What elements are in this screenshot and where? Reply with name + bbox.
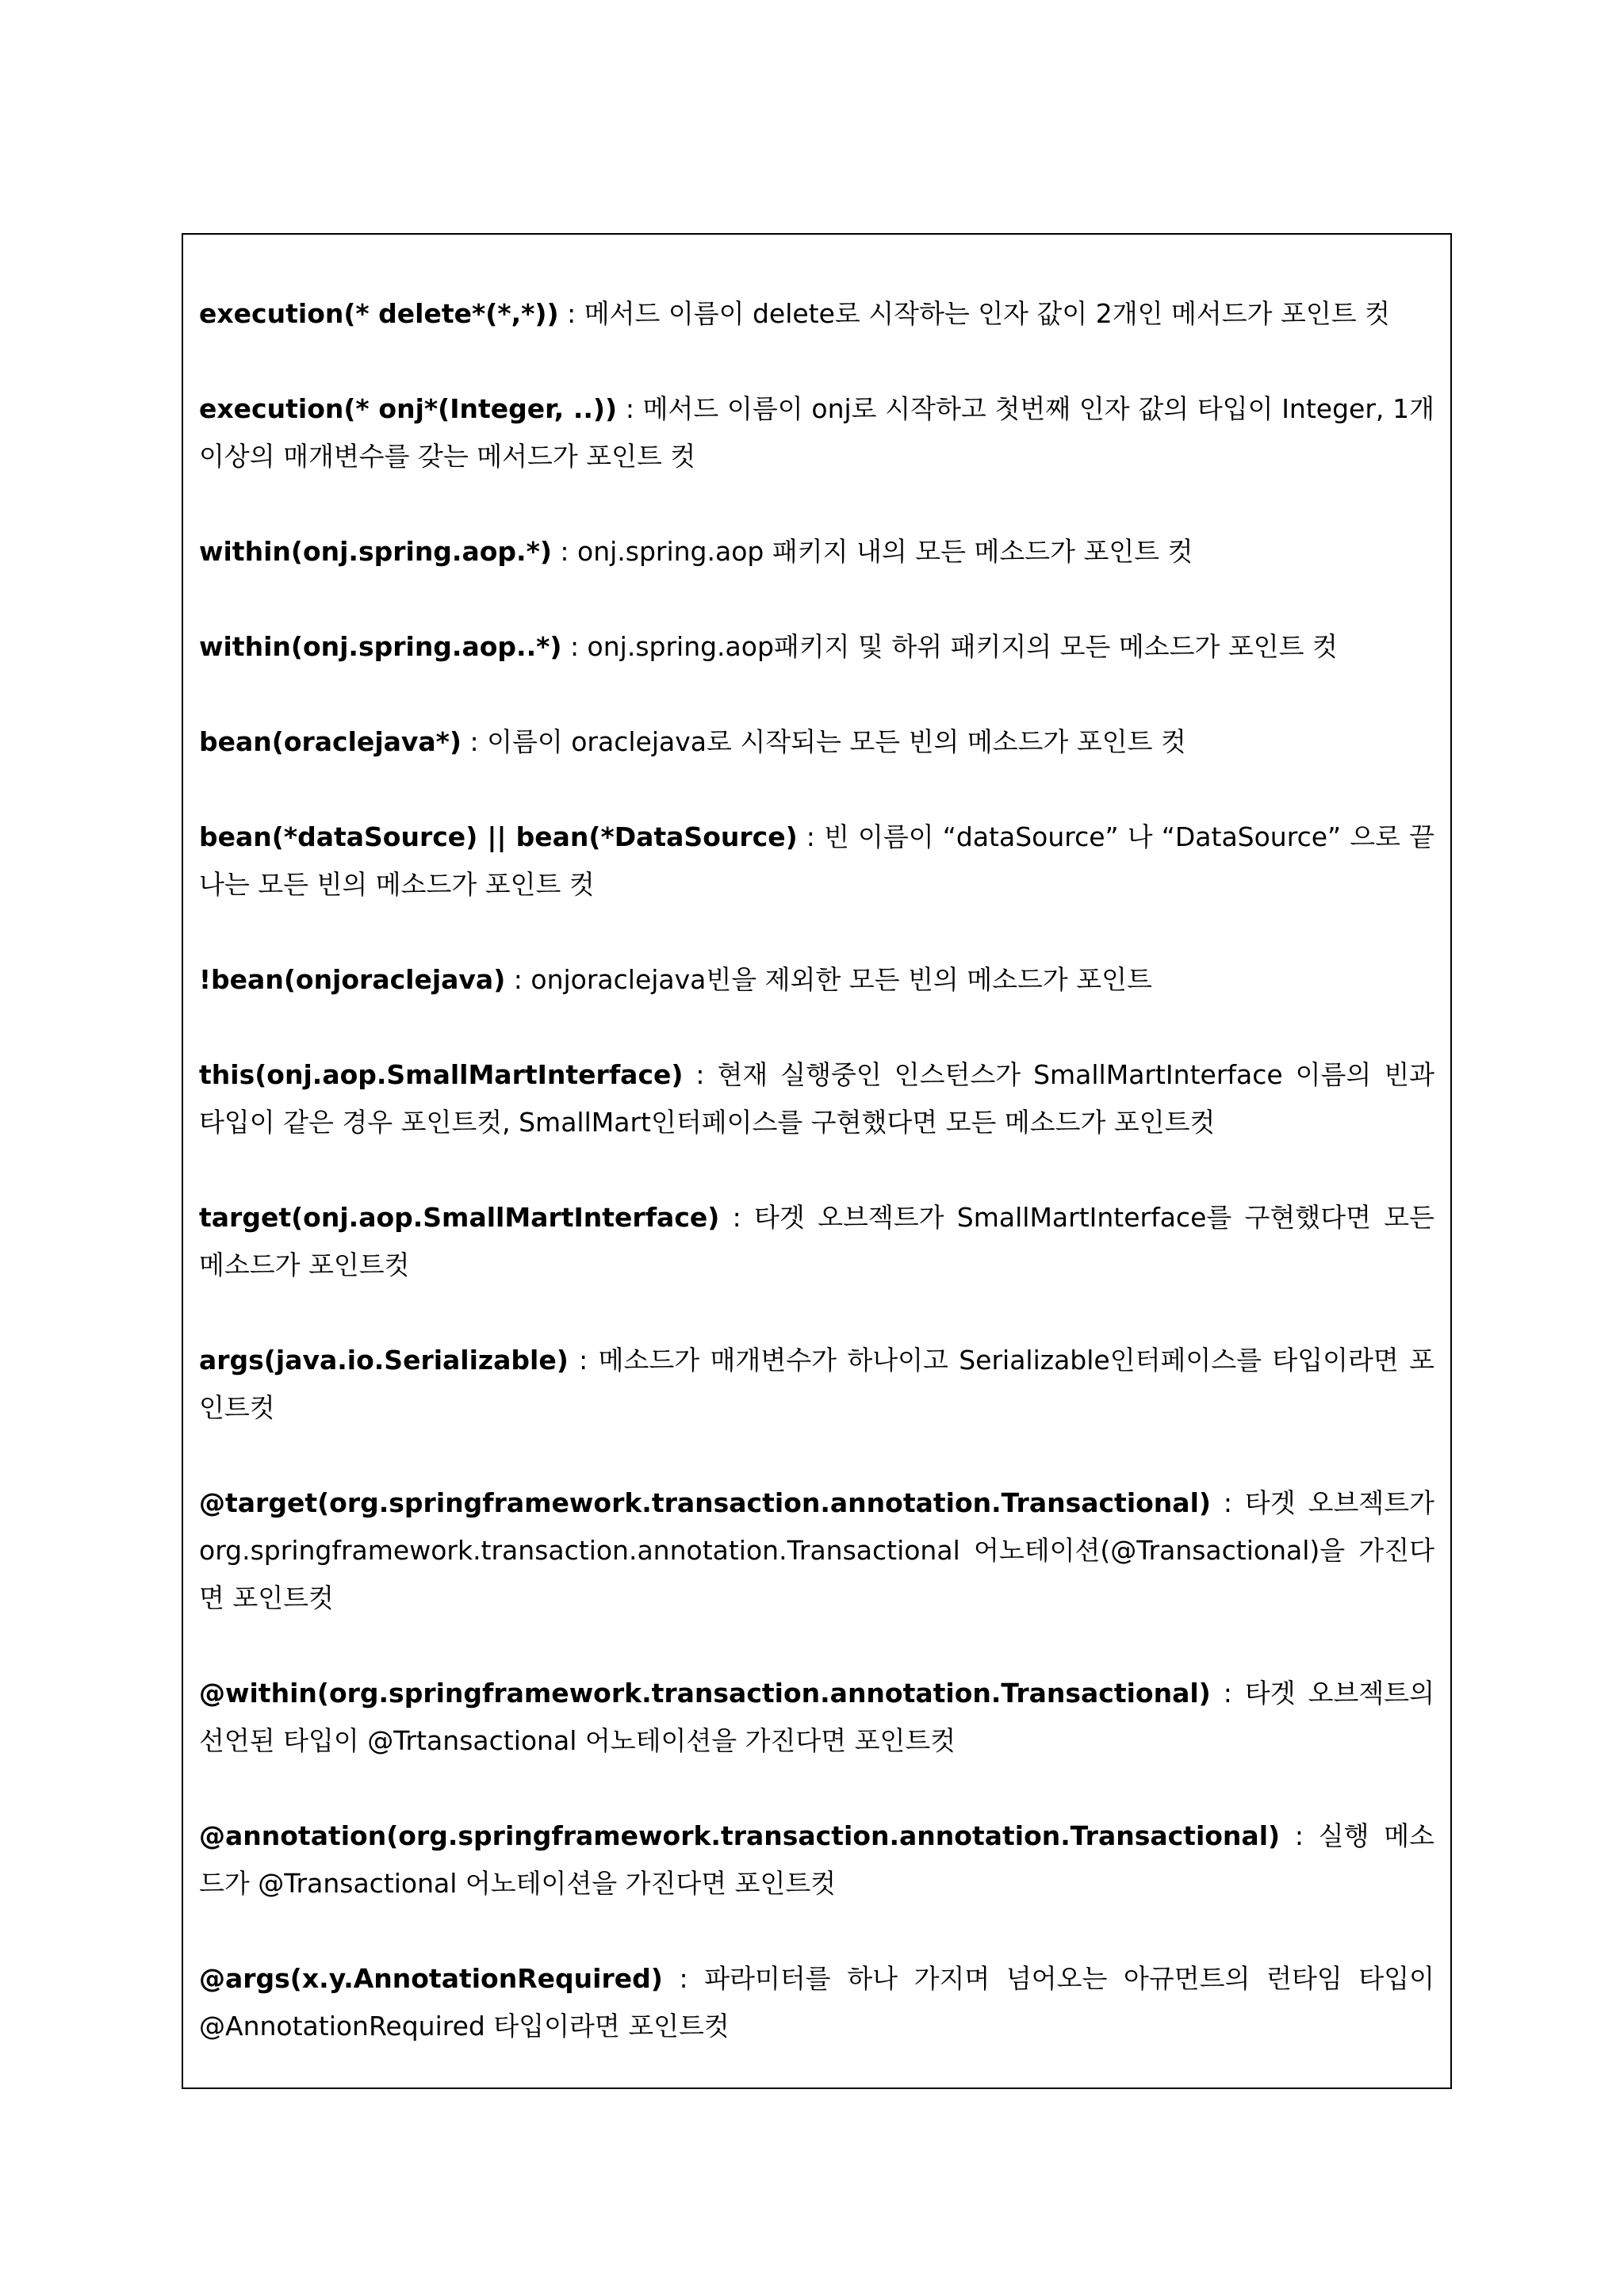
entry-not-bean — [199, 956, 1434, 1004]
entry-at-annotation — [199, 1812, 1434, 1908]
entry-term: within(onj.spring.aop..*) — [199, 631, 562, 662]
entry-within-aop — [199, 528, 1434, 576]
entry-desc: : 메서드 이름이 onj로 시작하고 첫번째 인자 값의 타입이 Integer, 1개 이상의 매개변수를 갖는 메서드가 포인트 컷 — [199, 393, 1434, 472]
entry-at-target — [199, 1479, 1434, 1622]
entry-term: within(onj.spring.aop.*) — [199, 536, 552, 567]
entry-args — [199, 1337, 1434, 1432]
entry-term: @target(org.springframework.transaction.annotation.Transactional) — [199, 1487, 1211, 1518]
entry-target — [199, 1194, 1434, 1289]
entry-desc: : 파라미터를 하나 가지며 넘어오는 아규먼트의 런타임 타입이 @AnnotationRequired 타입이라면 포인트컷 — [199, 1963, 1434, 2042]
entry-desc: : onjoraclejava빈을 제외한 모든 빈의 메소드가 포인트 — [505, 964, 1152, 995]
entry-term: bean(*dataSource) || bean(*DataSource) — [199, 821, 798, 852]
entry-within-aop-subpackages — [199, 623, 1434, 671]
entry-at-within — [199, 1670, 1434, 1765]
entry-term: this(onj.aop.SmallMartInterface) — [199, 1059, 684, 1090]
entry-term: execution(* delete*(*,*)) — [199, 298, 559, 329]
entry-bean-datasource — [199, 813, 1434, 909]
entry-desc: : 타겟 오브젝트가 org.springframework.transaction.annotation.Transactional 어노테이션(@Transactional)을 가진다면 포인트컷 — [199, 1487, 1434, 1613]
entry-term: @within(org.springframework.transaction.annotation.Transactional) — [199, 1678, 1211, 1709]
entry-execution-delete — [199, 290, 1434, 338]
entry-bean-oraclejava — [199, 718, 1434, 766]
entry-desc: : onj.spring.aop패키지 및 하위 패키지의 모든 메소드가 포인트 컷 — [561, 631, 1338, 662]
entry-desc: : 메서드 이름이 delete로 시작하는 인자 값이 2개인 메서드가 포인트 컷 — [558, 298, 1391, 329]
entry-term: @args(x.y.AnnotationRequired) — [199, 1963, 663, 1994]
entry-term: target(onj.aop.SmallMartInterface) — [199, 1202, 720, 1233]
entry-desc: : 이름이 oraclejava로 시작되는 모든 빈의 메소드가 포인트 컷 — [462, 726, 1186, 757]
entry-desc: : 메소드가 매개변수가 하나이고 Serializable인터페이스를 타입이라면 포인트컷 — [199, 1345, 1434, 1423]
entry-this — [199, 1051, 1434, 1146]
entry-desc: : 타겟 오브젝트의 선언된 타입이 @Trtansactional 어노테이션을 가진다면 포인트컷 — [199, 1678, 1434, 1756]
entry-term: bean(oraclejava*) — [199, 726, 462, 757]
entry-term: args(java.io.Serializable) — [199, 1345, 569, 1376]
entry-term: @annotation(org.springframework.transaction.annotation.Transactional) — [199, 1820, 1281, 1851]
entry-desc: : 현재 실행중인 인스턴스가 SmallMartInterface 이름의 빈과 타입이 같은 경우 포인트컷, SmallMart인터페이스를 구현했다면 모든 메소드가 포인트컷 — [199, 1059, 1434, 1138]
entry-at-args — [199, 1955, 1434, 2050]
entry-term: !bean(onjoraclejava) — [199, 964, 506, 995]
entry-desc: : 실행 메소드가 @Transactional 어노테이션을 가진다면 포인트컷 — [199, 1820, 1434, 1899]
entry-desc: : 빈 이름이 “dataSource” 나 “DataSource” 으로 끝나는 모든 빈의 메소드가 포인트 컷 — [199, 821, 1434, 900]
entry-term: execution(* onj*(Integer, ..)) — [199, 393, 618, 424]
entry-desc: : 타겟 오브젝트가 SmallMartInterface를 구현했다면 모든 메소드가 포인트컷 — [199, 1202, 1434, 1280]
entry-desc: : onj.spring.aop 패키지 내의 모든 메소드가 포인트 컷 — [551, 536, 1193, 567]
pointcut-expression-box — [182, 233, 1452, 2089]
entry-execution-onj — [199, 385, 1434, 480]
